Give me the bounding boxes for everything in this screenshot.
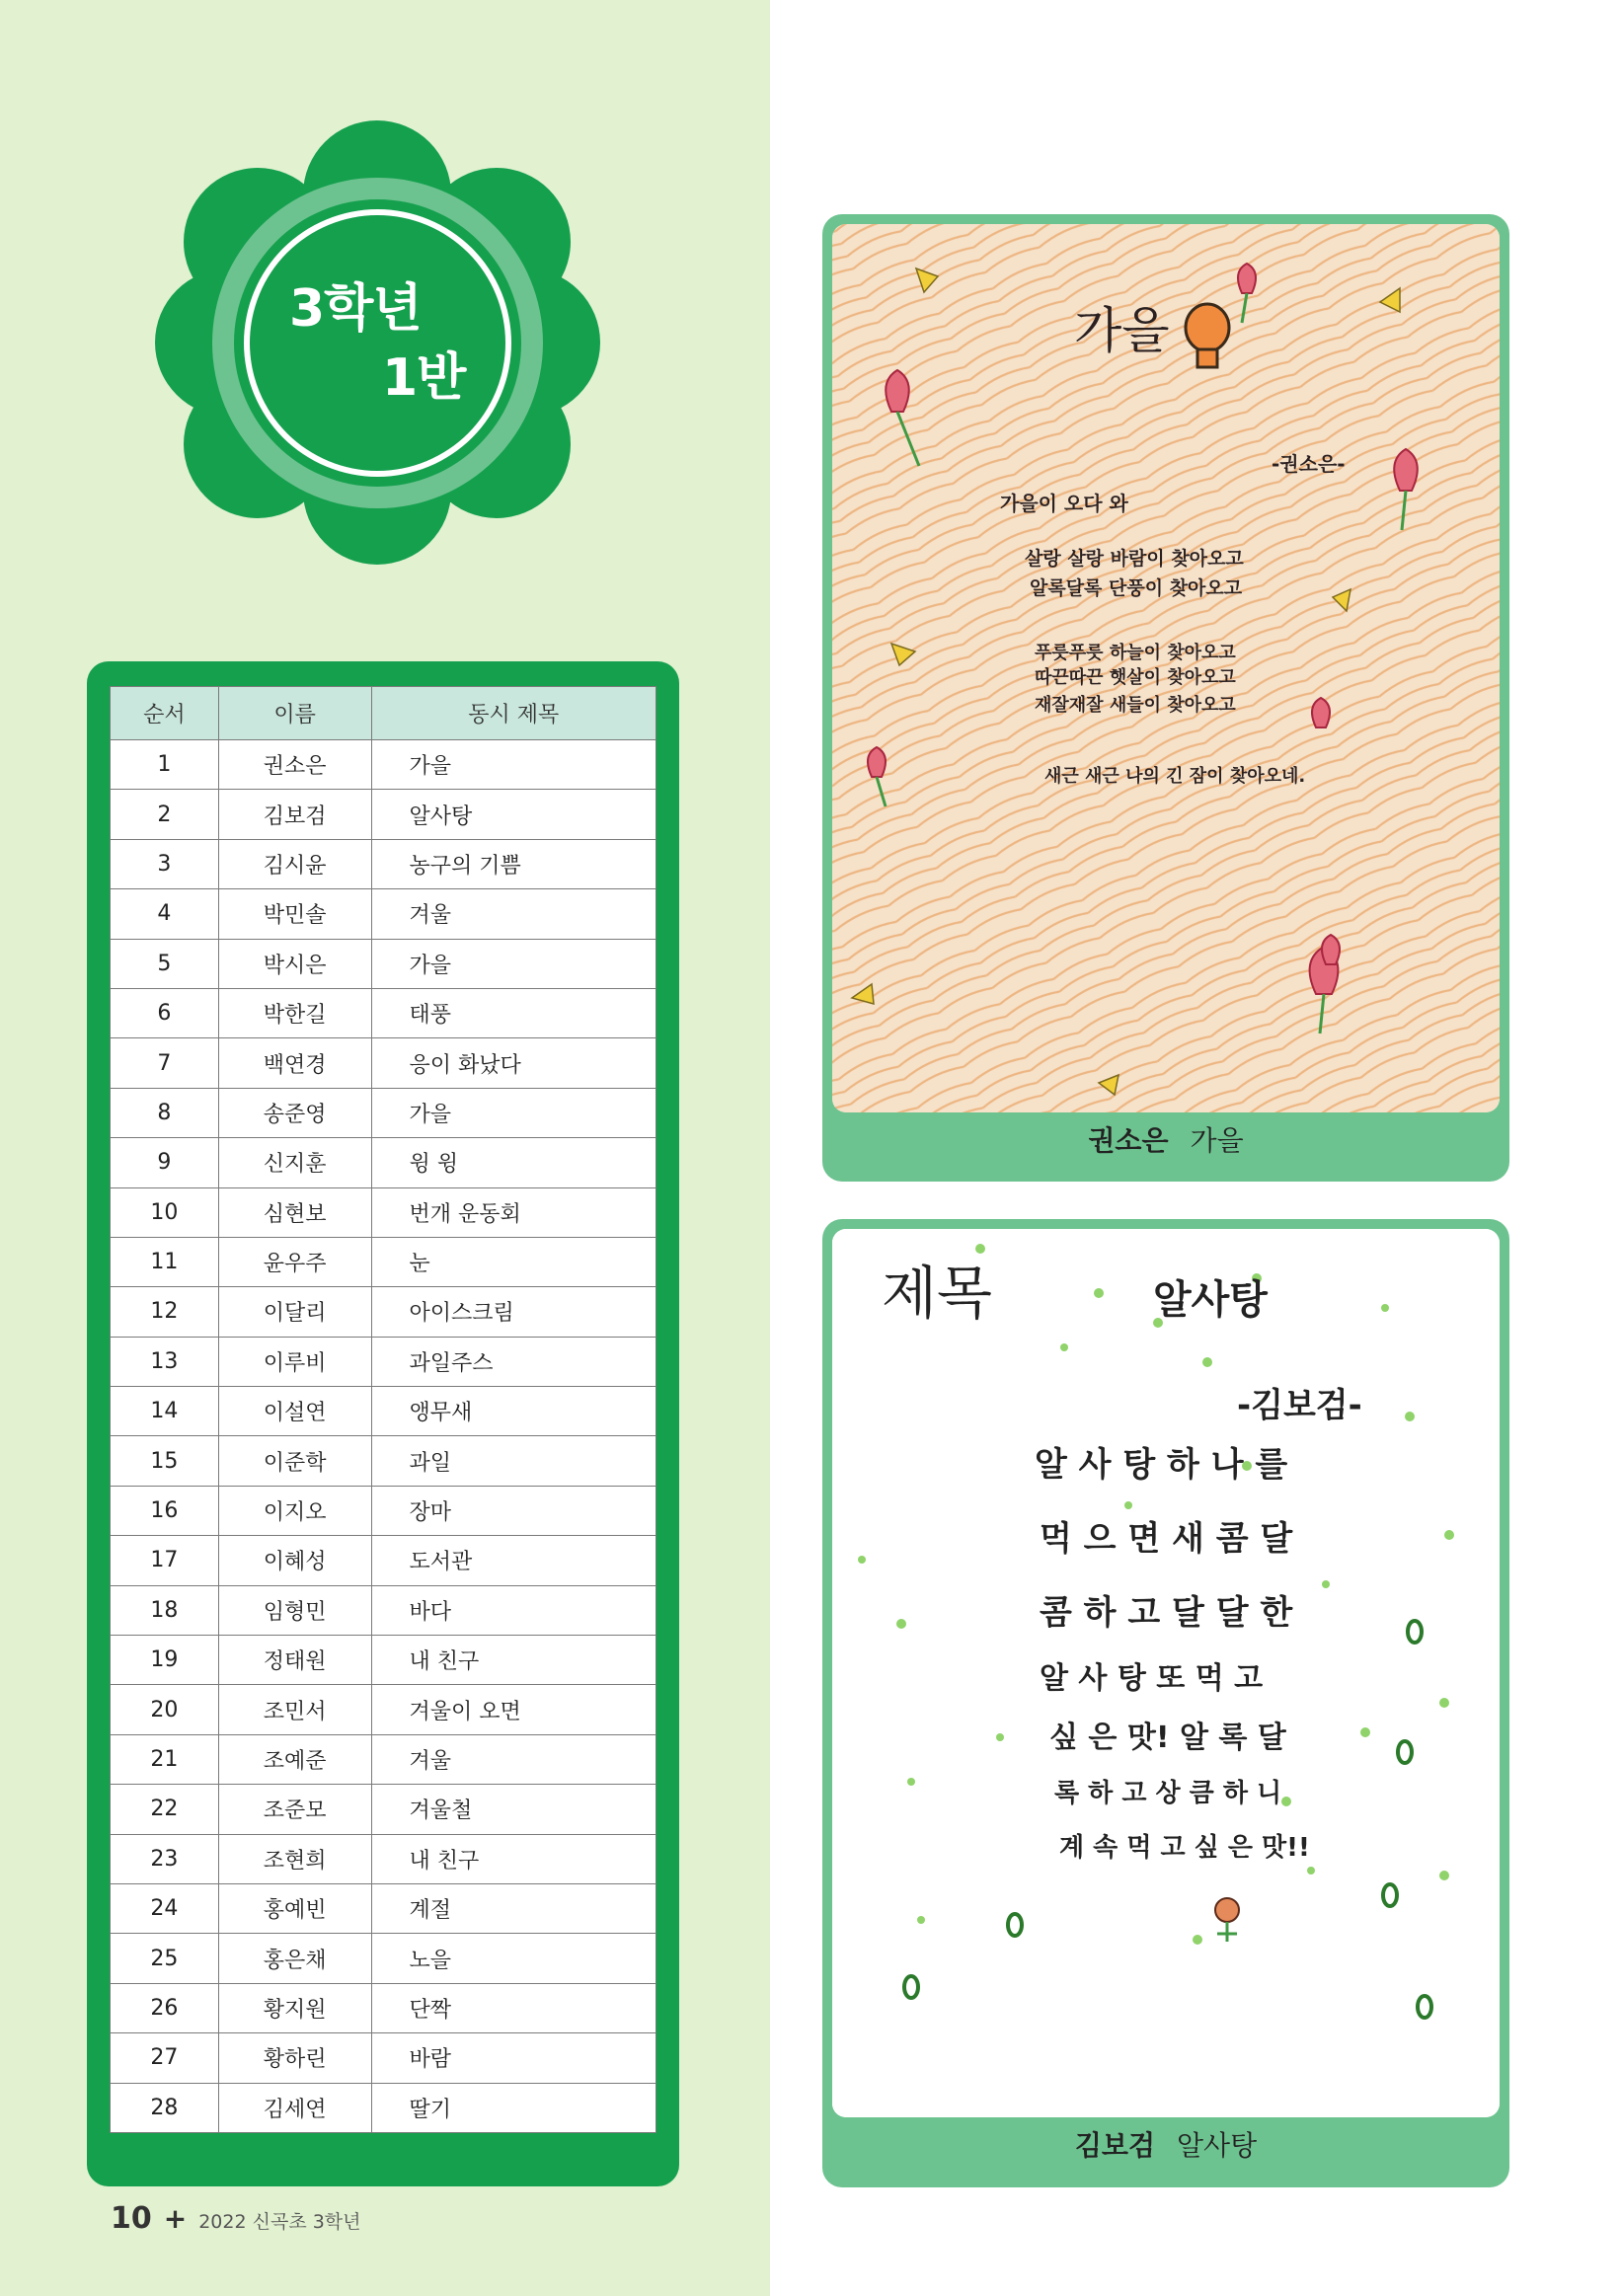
artwork-2-drawing xyxy=(832,1229,1500,2117)
roster-student-name: 황지원 xyxy=(218,1983,371,2032)
roster-student-name: 이준학 xyxy=(218,1436,371,1486)
artwork-1-line-7: 새근 새근 나의 긴 잠이 찾아오네. xyxy=(1044,766,1306,787)
roster-poem-title: 가을 xyxy=(371,1088,656,1137)
roster-order: 3 xyxy=(111,839,219,888)
roster-row xyxy=(111,1237,656,1286)
roster-order: 13 xyxy=(111,1337,219,1386)
roster-poem-title: 농구의 기쁨 xyxy=(371,839,656,888)
artwork-2-line-7: 계 속 먹 고 싶 은 맛!! xyxy=(1059,1833,1310,1863)
roster-order: 2 xyxy=(111,790,219,839)
roster-poem-title: 가을 xyxy=(371,939,656,988)
roster-order: 23 xyxy=(111,1834,219,1883)
roster-order: 15 xyxy=(111,1436,219,1486)
roster-student-name: 윤우주 xyxy=(218,1237,371,1286)
roster-row xyxy=(111,1387,656,1436)
roster-poem-title: 번개 운동회 xyxy=(371,1187,656,1237)
artwork-2-line-1: 알 사 탕 하 나 를 xyxy=(1035,1445,1288,1485)
roster-order: 18 xyxy=(111,1585,219,1635)
roster-poem-title: 바다 xyxy=(371,1585,656,1635)
roster-student-name: 홍예빈 xyxy=(218,1883,371,1933)
roster-poem-title: 장마 xyxy=(371,1486,656,1535)
artwork-2-line-4: 알 사 탕 또 먹 고 xyxy=(1040,1661,1264,1696)
roster-order: 26 xyxy=(111,1983,219,2032)
roster-poem-title: 계절 xyxy=(371,1883,656,1933)
artwork-1-drawing xyxy=(832,224,1500,1112)
roster-poem-title: 바람 xyxy=(371,2033,656,2083)
roster-student-name: 김세연 xyxy=(218,2083,371,2132)
roster-order: 5 xyxy=(111,939,219,988)
artwork-card-1 xyxy=(822,214,1509,1182)
roster-row xyxy=(111,1088,656,1137)
roster-row xyxy=(111,1883,656,1933)
roster-row xyxy=(111,2083,656,2132)
roster-row xyxy=(111,740,656,790)
roster-student-name: 신지훈 xyxy=(218,1138,371,1187)
roster-header-row xyxy=(111,687,656,740)
drawing-candy-poem xyxy=(832,1229,1500,2117)
roster-row xyxy=(111,1636,656,1685)
roster-row xyxy=(111,1685,656,1734)
roster-row xyxy=(111,1834,656,1883)
roster-order: 6 xyxy=(111,988,219,1037)
roster-student-name: 정태원 xyxy=(218,1636,371,1685)
publication-title: 2022 신곡초 3학년 xyxy=(198,2211,361,2233)
roster-order: 21 xyxy=(111,1734,219,1784)
roster-poem-title: 노을 xyxy=(371,1934,656,1983)
roster-row xyxy=(111,1585,656,1635)
roster-order: 16 xyxy=(111,1486,219,1535)
roster-order: 14 xyxy=(111,1387,219,1436)
artwork-2-title: 알사탕 xyxy=(1177,2129,1258,2162)
artwork-2-line-2: 먹 으 면 새 콤 달 xyxy=(1040,1519,1293,1559)
artwork-card-2 xyxy=(822,1219,1509,2187)
roster-poem-title: 알사탕 xyxy=(371,790,656,839)
page-number: 10 xyxy=(111,2201,152,2236)
roster-student-name: 박한길 xyxy=(218,988,371,1037)
roster-order: 19 xyxy=(111,1636,219,1685)
artwork-2-line-6: 록 하 고 상 큼 하 니 xyxy=(1054,1779,1282,1808)
roster-order: 7 xyxy=(111,1038,219,1088)
roster-row xyxy=(111,1287,656,1337)
roster-student-name: 임형민 xyxy=(218,1585,371,1635)
class-badge xyxy=(163,128,592,558)
roster-student-name: 이지오 xyxy=(218,1486,371,1535)
roster-student-name: 이달리 xyxy=(218,1287,371,1337)
roster-poem-title: 겨울 xyxy=(371,1734,656,1784)
roster-poem-title: 딸기 xyxy=(371,2083,656,2132)
artwork-1-line-3: 알록달록 단풍이 찾아오고 xyxy=(1030,577,1243,599)
roster-student-name: 이혜성 xyxy=(218,1536,371,1585)
crayon-drawing-autumn xyxy=(832,224,1500,1112)
roster-poem-title: 과일 xyxy=(371,1436,656,1486)
roster-order: 17 xyxy=(111,1536,219,1585)
roster-body xyxy=(111,740,656,2133)
artwork-2-byline: -김보검- xyxy=(1237,1386,1362,1425)
roster-student-name: 조예준 xyxy=(218,1734,371,1784)
roster-student-name: 송준영 xyxy=(218,1088,371,1137)
artwork-2-poem-title: 알사탕 xyxy=(1153,1277,1268,1323)
plus-separator: + xyxy=(163,2202,188,2235)
roster-poem-title: 겨울 xyxy=(371,889,656,939)
roster-poem-title: 응이 화났다 xyxy=(371,1038,656,1088)
artwork-2-caption xyxy=(822,2124,1509,2164)
artwork-2-line-3: 콤 하 고 달 달 한 xyxy=(1040,1593,1293,1633)
roster-order: 27 xyxy=(111,2033,219,2083)
roster-row xyxy=(111,1934,656,1983)
roster-student-name: 조민서 xyxy=(218,1685,371,1734)
roster-row xyxy=(111,1436,656,1486)
roster-row xyxy=(111,939,656,988)
artwork-1-line-4: 푸릇푸릇 하늘이 찾아오고 xyxy=(1035,643,1236,663)
roster-poem-title: 겨울철 xyxy=(371,1785,656,1834)
roster-poem-title: 도서관 xyxy=(371,1536,656,1585)
roster-student-name: 김시윤 xyxy=(218,839,371,888)
roster-poem-title: 내 친구 xyxy=(371,1834,656,1883)
roster-poem-title: 태풍 xyxy=(371,988,656,1037)
roster-student-name: 박시은 xyxy=(218,939,371,988)
roster-row xyxy=(111,1486,656,1535)
roster-order: 12 xyxy=(111,1287,219,1337)
roster-row xyxy=(111,1983,656,2032)
roster-poem-title: 가을 xyxy=(371,740,656,790)
roster-row xyxy=(111,1337,656,1386)
roster-order: 11 xyxy=(111,1237,219,1286)
artwork-1-caption xyxy=(822,1119,1509,1159)
roster-row xyxy=(111,1138,656,1187)
roster-order: 1 xyxy=(111,740,219,790)
artwork-1-poem-title: 가을 xyxy=(1074,302,1170,359)
artwork-1-line-6: 재잘재잘 새들이 찾아오고 xyxy=(1035,695,1236,716)
roster-poem-title: 과일주스 xyxy=(371,1337,656,1386)
roster-student-name: 박민솔 xyxy=(218,889,371,939)
artwork-1-line-2: 살랑 살랑 바람이 찾아오고 xyxy=(1025,548,1244,570)
artwork-1-title: 가을 xyxy=(1190,1124,1244,1157)
roster-student-name: 조현희 xyxy=(218,1834,371,1883)
roster-row xyxy=(111,1734,656,1784)
roster-order: 8 xyxy=(111,1088,219,1137)
roster-poem-title: 윙 윙 xyxy=(371,1138,656,1187)
roster-order: 4 xyxy=(111,889,219,939)
roster-poem-title: 내 친구 xyxy=(371,1636,656,1685)
roster-row xyxy=(111,1038,656,1088)
roster-order: 20 xyxy=(111,1685,219,1734)
roster-order: 9 xyxy=(111,1138,219,1187)
header-poem-title: 동시 제목 xyxy=(371,687,656,740)
roster-student-name: 이루비 xyxy=(218,1337,371,1386)
roster-row xyxy=(111,790,656,839)
roster-student-name: 이설연 xyxy=(218,1387,371,1436)
roster-row xyxy=(111,1187,656,1237)
roster-row xyxy=(111,2033,656,2083)
roster-poem-title: 눈 xyxy=(371,1237,656,1286)
badge-grade: 3학년 xyxy=(289,279,422,339)
roster-poem-title: 앵무새 xyxy=(371,1387,656,1436)
roster-student-name: 백연경 xyxy=(218,1038,371,1088)
roster-student-name: 홍은채 xyxy=(218,1934,371,1983)
roster-student-name: 심현보 xyxy=(218,1187,371,1237)
roster-order: 22 xyxy=(111,1785,219,1834)
roster-row xyxy=(111,889,656,939)
roster-row xyxy=(111,1536,656,1585)
roster-poem-title: 겨울이 오면 xyxy=(371,1685,656,1734)
artwork-2-author: 김보검 xyxy=(1074,2129,1155,2162)
roster-order: 28 xyxy=(111,2083,219,2132)
roster-order: 25 xyxy=(111,1934,219,1983)
artwork-2-line-5: 싶 은 맛! 알 록 달 xyxy=(1049,1721,1286,1755)
roster-poem-title: 단짝 xyxy=(371,1983,656,2032)
roster-student-name: 조준모 xyxy=(218,1785,371,1834)
roster-row xyxy=(111,1785,656,1834)
roster-student-name: 황하린 xyxy=(218,2033,371,2083)
artwork-1-byline: -권소은- xyxy=(1272,452,1346,476)
artwork-1-line-5: 따끈따끈 햇살이 찾아오고 xyxy=(1035,667,1236,688)
page-footer xyxy=(111,2201,361,2236)
artwork-1-line-1: 가을이 오다 와 xyxy=(1000,492,1128,515)
roster-student-name: 권소은 xyxy=(218,740,371,790)
roster-student-name: 김보검 xyxy=(218,790,371,839)
header-name: 이름 xyxy=(218,687,371,740)
roster-table xyxy=(110,686,656,2133)
roster-order: 10 xyxy=(111,1187,219,1237)
artwork-1-author: 권소은 xyxy=(1088,1124,1169,1157)
badge-class: 1반 xyxy=(382,348,466,408)
roster-row xyxy=(111,988,656,1037)
roster-order: 24 xyxy=(111,1883,219,1933)
roster-poem-title: 아이스크림 xyxy=(371,1287,656,1337)
header-order: 순서 xyxy=(111,687,219,740)
roster-row xyxy=(111,839,656,888)
artwork-2-title-label: 제목 xyxy=(882,1260,993,1327)
